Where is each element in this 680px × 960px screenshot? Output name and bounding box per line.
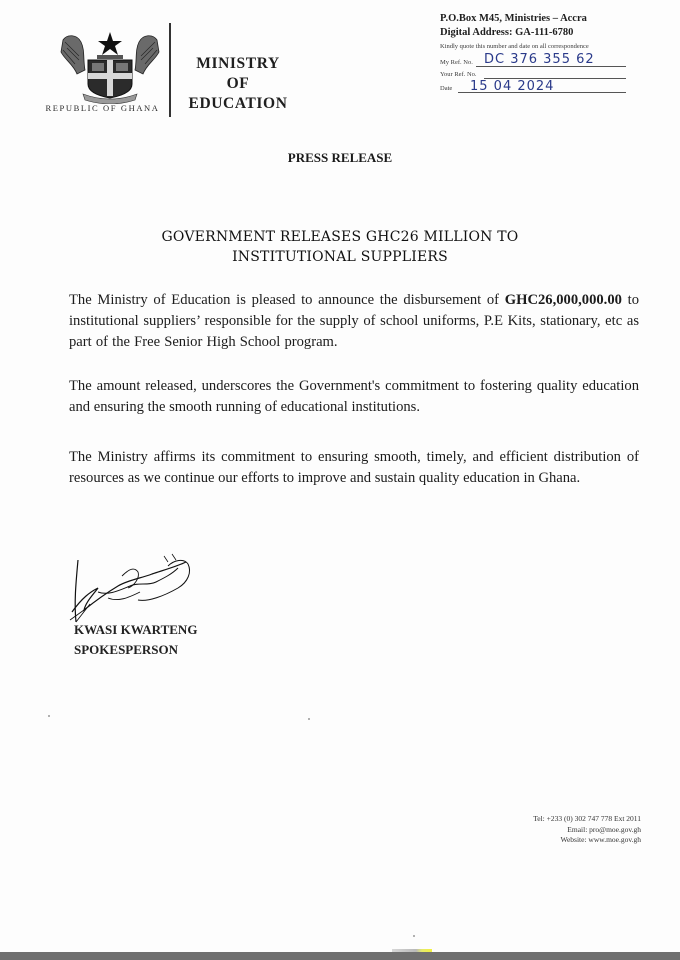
signatory-title: SPOKESPERSON [74,642,179,657]
footer-tel: Tel: +233 (0) 302 747 778 Ext 2011 [533,814,641,823]
paragraph-1-end: to institutional suppliers’ responsible for the supply of school uniforms, P.E Kits, stationary, etc as part of the Free Senior High School program. [69,292,639,350]
headline-line-2: INSTITUTIONAL SUPPLIERS [232,249,448,265]
po-box: P.O.Box M45, Ministries – Accra [440,13,587,24]
headline-line-1: GOVERNMENT RELEASES GHC26 MILLION TO [161,229,519,245]
your-ref-label: Your Ref. No. [440,71,477,78]
republic-of-ghana-label: REPUBLIC OF GHANA [45,103,160,113]
date-value: 15 04 2024 [470,79,555,94]
contact-footer [480,814,641,846]
date-label: Date [440,85,453,92]
headline [100,227,580,267]
signatory-name: KWASI KWARTENG [74,622,198,637]
date-row [440,81,630,95]
footer-email: Email: pro@moe.gov.gh [567,824,641,834]
digital-address: Digital Address: GA-111-6780 [440,27,574,38]
scan-bottom-bar [0,952,680,960]
my-ref-label: My Ref. No. [440,59,473,66]
signature-icon [68,552,198,624]
letterhead-divider [169,23,171,117]
my-ref-row [440,51,630,69]
postal-address [440,12,587,40]
footer-website: Website: www.moe.gov.gh [560,835,641,844]
ministry-name [175,54,301,114]
signatory [74,620,197,660]
paragraph-1-start: The Ministry of Education is pleased to announce the disbursement of [69,292,505,308]
ministry-line-3: EDUCATION [188,95,288,112]
paragraph-2: The amount released, underscores the Government's commitment to fostering quality education and ensuring the smooth running of educational institutions. [69,378,639,415]
ghana-coat-of-arms-icon [55,30,165,104]
scan-speck [48,715,50,717]
reference-block [440,42,630,95]
paragraph-1 [69,290,639,353]
press-release-label: PRESS RELEASE [287,150,393,165]
ministry-line-1: MINISTRY [196,55,280,72]
disbursement-amount: GHC26,000,000.00 [504,292,622,308]
scan-speck [413,935,415,937]
paragraph-3: The Ministry affirms its commitment to ensuring smooth, timely, and efficient distribution of resources as we continue our efforts to improve and sustain quality education in Ghana. [69,449,639,486]
my-ref-value: DC 376 355 62 [484,52,595,67]
kindly-quote-note: Kindly quote this number and date on all correspondence [440,43,589,50]
ministry-line-2: OF [226,75,250,92]
scan-speck [308,718,310,720]
